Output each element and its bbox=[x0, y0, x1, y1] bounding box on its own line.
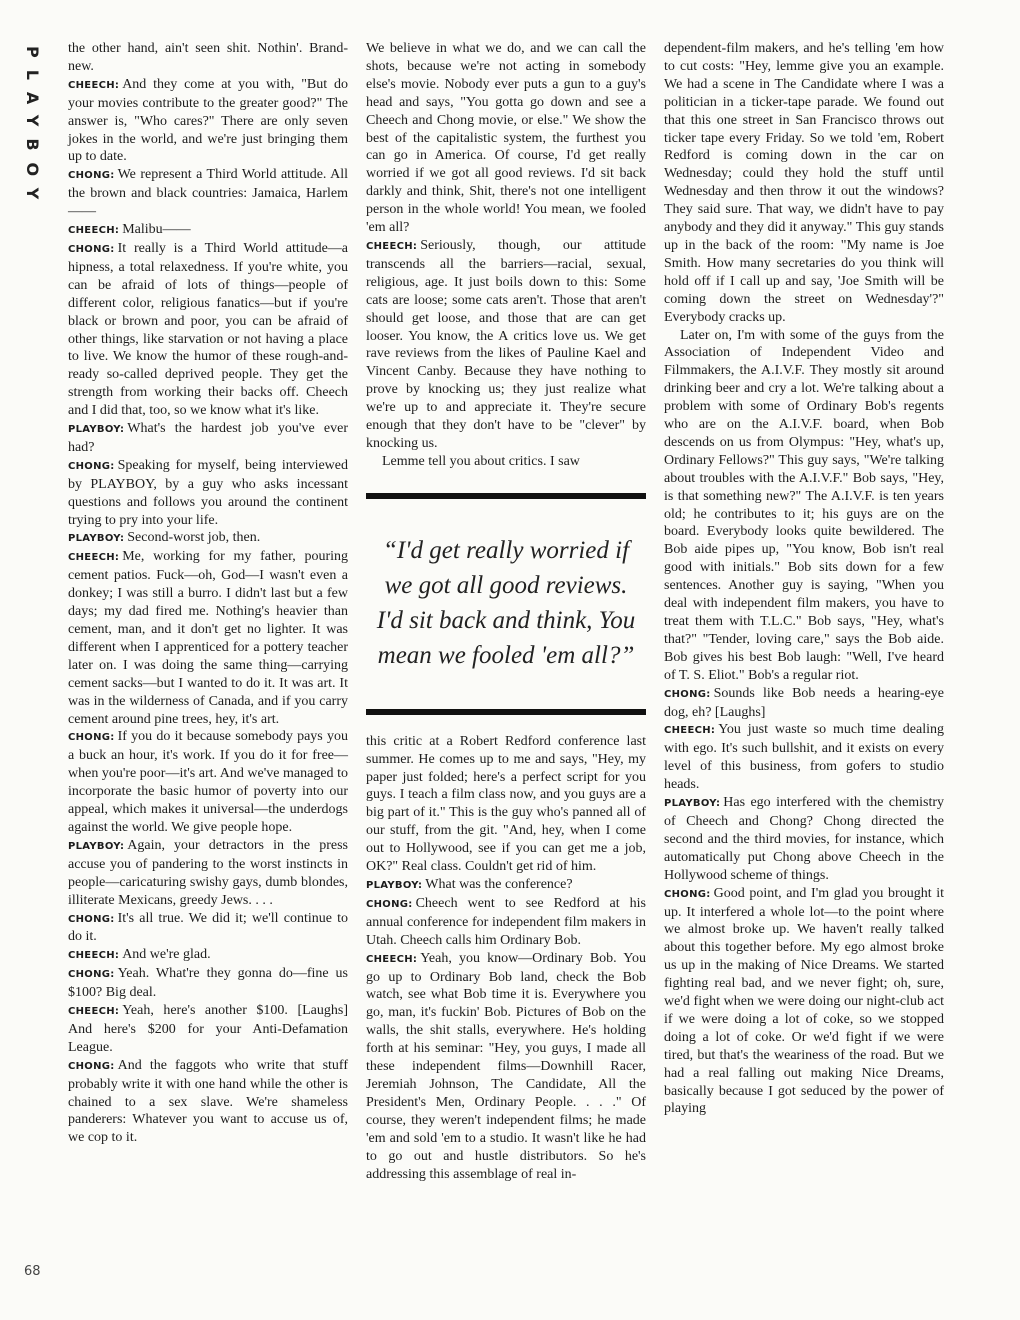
paragraph-text: What was the conference? bbox=[425, 877, 573, 892]
paragraph bbox=[366, 876, 646, 895]
paragraph bbox=[664, 685, 944, 722]
speaker-label: CHONG: bbox=[664, 688, 711, 700]
paragraph-text: Yeah, here's another $100. [Laughs] And here's $200 for your Anti-Defamation League. bbox=[68, 1003, 348, 1055]
speaker-label: CHONG: bbox=[68, 913, 115, 925]
paragraph-text: It really is a Third World attitude—a hipness, a total relaxedness. If you're white, you can be afraid of lots of things—people of different color, religious fanatics—but if you're black or brown and poor, you can be afraid of other things, like starvation or not having a place to live. We know the humor of these rough-and-ready so-called deprived people. They get the strength from working their backs off. Cheech and I did that, too, so we know what it's like. bbox=[68, 240, 348, 419]
paragraph-text: Sounds like Bob needs a hearing-eye dog, eh? [Laughs] bbox=[664, 685, 944, 720]
speaker-label: CHEECH: bbox=[366, 240, 418, 252]
paragraph bbox=[68, 728, 348, 836]
paragraph-text: And the faggots who write that stuff probably write it with one hand while the other is chained to a sex slave. We're shameless panderers: Whatever you want to accuse us of, we cop to it. bbox=[68, 1057, 348, 1146]
paragraph-text: Malibu—— bbox=[122, 222, 191, 238]
paragraph bbox=[68, 548, 348, 728]
speaker-label: PLAYBOY: bbox=[68, 424, 125, 436]
pull-quote bbox=[366, 493, 646, 715]
paragraph bbox=[68, 529, 348, 548]
speaker-label: CHEECH: bbox=[664, 725, 716, 737]
paragraph bbox=[664, 327, 944, 685]
paragraph-text: What's the hardest job you've ever had? bbox=[68, 421, 348, 455]
paragraph-text: Yeah, you know—Ordinary Bob. You go up to Ordinary Bob land, check the Bob watch, see what Bob time it is. Everywhere you go, man, it's fuckin' Bob. Pictures of Bob on the walls, the shit stalls, everywhere. He's holding forth at his seminar: "Hey, you guys, I made all these independent films—Downhill Racer, Jeremiah Johnson, The Candidate, All the President's Men, Ordinary People. . . ." Of course, they weren't independent films; he made 'em and sold 'em to a studio. It wasn't like he had to go out and hustle distributors. So he's addressing this assemblage of real in- bbox=[366, 950, 646, 1182]
paragraph bbox=[664, 40, 944, 327]
speaker-label: PLAYBOY: bbox=[68, 840, 125, 852]
paragraph bbox=[68, 1057, 348, 1148]
paragraph bbox=[68, 1002, 348, 1057]
paragraph-text: Later on, I'm with some of the guys from the Association of Independent Video and Filmmakers, the A.I.V.F. They mostly sit around drinking beer and cry a lot. We're talking about a problem with some of Ordinary Bob's regents who are on the A.I.V.F. board, when Bob descends on us from Olympus: "Hey, what's up, Ordinary Fellows?" This guy says, "We're talking about troubles with the A.I.V.F." Bob says, "Hey, is that something new?" The A.I.V.F. is ten years old; he contributes to it; his guys are on the board. Everybody looks quite bewildered. The Bob aide pipes up, "You know, Bob isn't real good with initials." Bob sits down for a few sentences. Another guy is saying, "When you deal with independent film makers, you have to treat them with T.L.C." Bob says, "Hey, what's that?" "Tender, loving care," says the Bob aide. Bob gives his best Bob laugh: "Well, I've heard of T. S. Eliot." Bob's a regular riot. bbox=[664, 327, 944, 683]
speaker-label: CHEECH: bbox=[68, 225, 120, 237]
paragraph-text: Good point, and I'm glad you brought it up. It interfered a whole lot—to the point where we almost broke up. We haven't really talked about this together before. My ego almost broke us up in the making of Nice Dreams. We started fighting real bad, and we never fight; oh, sure, we'd fight when we were doing our night-club act if we were doing a lot of coke, so we stopped doing a lot of coke. Or we'd fight if we were tired, but that's the weariness of the road. But we had a real falling out making Nice Dreams, basically because I got seduced by the power of playing bbox=[664, 885, 944, 1117]
paragraph-text: this critic at a Robert Redford conference last summer. He comes up to me and says, "Hey, my paper just folded; here's a perfect script for you guys. I teach a film class now, and you guys are a big part of it." This is the guy who's panned all of our stuff, from the git. "And, hey, when I come out to Hollywood, see if you can get me a job, OK?" Real class. Couldn't get rid of him. bbox=[366, 733, 646, 875]
paragraph bbox=[68, 166, 348, 221]
paragraph-text: Has ego interfered with the chemistry of Cheech and Chong? Chong directed the second and the third movies, for instance, which automatically put Chong above Cheech in the Hollywood scheme of things. bbox=[664, 795, 944, 883]
paragraph bbox=[366, 733, 646, 876]
speaker-label: PLAYBOY: bbox=[664, 798, 721, 810]
paragraph bbox=[366, 453, 646, 471]
paragraph bbox=[664, 794, 944, 885]
speaker-label: CHONG: bbox=[366, 898, 413, 910]
speaker-label: CHEECH: bbox=[68, 552, 120, 564]
paragraph bbox=[68, 965, 348, 1002]
masthead-text: PLAYBOY bbox=[23, 46, 42, 212]
speaker-label: CHONG: bbox=[68, 1060, 115, 1072]
paragraph-text: dependent-film makers, and he's telling 'em how to cut costs: "Hey, lemme give you an example. We had a scene in The Candidate where I was a politician in a ticker-tape parade. We found out that this one street in San Francisco throws out ticker tape every Friday. So we told 'em, Robert Redford is coming down in the car on Wednesday; could they hold the stuff until Wednesday and then throw it out the windows? They said sure. That way, we didn't have to pay anybody and they did it anyway." This guy stands up in the back of the room: "My name is Joe Smith. How many secretaries do you think will hold off if I call up and say, 'Joe Smith will be coming down the street on Wednesday'?" Everybody cracks up. bbox=[664, 41, 944, 325]
paragraph bbox=[366, 237, 646, 453]
paragraph-text: We believe in what we do, and we can call the shots, because we're not acting in somebody else's movie. Nobody ever puts a gun to a guy's head and says, "You gotta go down and see a Cheech and Chong movie, or else." We show the best of the capitalistic system, the furthest you can go in America. Of course, I'd get really worried if we got all good reviews. I'd sit back darkly and think, Shit, there's not one intelligent person in the whole world! You mean, we fooled 'em all? bbox=[366, 41, 646, 236]
column-2 bbox=[366, 40, 646, 1183]
paragraph-text: Second-worst job, then. bbox=[127, 530, 261, 546]
paragraph bbox=[366, 40, 646, 237]
speaker-label: CHEECH: bbox=[68, 79, 120, 91]
paragraph-text: It's all true. We did it; we'll continue to do it. bbox=[68, 910, 348, 945]
speaker-label: CHONG: bbox=[664, 888, 711, 900]
speaker-label: CHONG: bbox=[68, 969, 115, 981]
paragraph-text: Yeah. What're they gonna do—fine us $100? Big deal. bbox=[68, 966, 348, 1001]
paragraph bbox=[664, 885, 944, 1119]
paragraph-text: We represent a Third World attitude. All the brown and black countries: Jamaica, Harlem—— bbox=[68, 167, 348, 220]
speaker-label: CHONG: bbox=[68, 732, 115, 744]
column-3 bbox=[664, 40, 944, 1118]
column-1 bbox=[68, 40, 348, 1147]
paragraph-text: Speaking for myself, being interviewed by PLAYBOY, by a guy who asks incessant questions and follows you around the continent trying to pry into your life. bbox=[68, 457, 348, 528]
paragraph bbox=[68, 420, 348, 457]
column-2-top bbox=[366, 40, 646, 471]
paragraph bbox=[68, 910, 348, 947]
paragraph bbox=[68, 76, 348, 167]
paragraph bbox=[68, 240, 348, 420]
paragraph-text: Again, your detractors in the press accuse you of pandering to the worst instincts in people—caricaturing swishy gays, dumb blondes, illiterate Mexicans, greedy Jews. . . . bbox=[68, 837, 348, 908]
speaker-label: CHONG: bbox=[68, 170, 115, 182]
paragraph bbox=[68, 221, 348, 240]
paragraph bbox=[68, 946, 348, 965]
speaker-label: PLAYBOY: bbox=[68, 533, 125, 545]
paragraph bbox=[68, 837, 348, 910]
speaker-label: CHEECH: bbox=[366, 953, 418, 965]
speaker-label: CHEECH: bbox=[68, 950, 120, 962]
paragraph-text: And they come at you with, "But do your movies contribute to the greater good?" The answer is, "Who cares?" There are only seven jokes in the world, and we're just bringing them up to date. bbox=[68, 76, 348, 165]
speaker-label: PLAYBOY: bbox=[366, 880, 423, 891]
paragraph bbox=[68, 457, 348, 530]
paragraph-text: And we're glad. bbox=[122, 947, 211, 963]
paragraph-text: Seriously, though, our attitude transcends all the barriers—racial, sexual, religious, age. It just boils down to this: Some cats are loose; some cats aren't. Those that aren't should get loose, and those that are can get looser. You know, the A critics love us. We get rave reviews from the likes of Pauline Kael and Vincent Canby. Because they have nothing to prove by knocking us; they just realize what we're up to and appreciate it. They're secure enough that they don't have to be "clever" by knocking us. bbox=[366, 237, 646, 451]
pull-quote-text: “I'd get really worried if we got all good reviews. I'd sit back and think, You mean we fooled 'em all?” bbox=[376, 536, 636, 669]
column-2-bottom bbox=[366, 733, 646, 1184]
paragraph bbox=[68, 40, 348, 76]
paragraph-text: Lemme tell you about critics. I saw bbox=[382, 453, 580, 469]
speaker-label: CHONG: bbox=[68, 243, 115, 255]
masthead-vertical bbox=[14, 48, 52, 288]
speaker-label: CHEECH: bbox=[68, 1006, 120, 1018]
paragraph-text: Cheech went to see Redford at his annual conference for independent film makers in Utah. Cheech calls him Ordinary Bob. bbox=[366, 895, 646, 948]
paragraph bbox=[366, 950, 646, 1184]
paragraph-text: You just waste so much time dealing with ego. It's such bullshit, and it exists on every level of this business, from gofers to studio heads. bbox=[664, 722, 944, 793]
paragraph bbox=[366, 895, 646, 950]
paragraph-text: If you do it because somebody pays you a buck an hour, it's work. If you do it for free—when you're poor—it's art. And we've managed to incorporate the basic humor of poverty into our appeal, which makes it universal—the underdogs against the world. We give people hope. bbox=[68, 729, 348, 835]
page-number: 68 bbox=[24, 1264, 41, 1279]
paragraph-text: Me, working for my father, pouring cement patios. Fuck—oh, God—I wasn't even a donkey; I was still a burro. I didn't last but a few days; my dad fired me. Nothing's heavier than cement, man, and it don't get no lighter. It was different when I apprenticed for a pottery teacher later on. I was doing the same thing—carrying cement sacks—but I wanted to do it. It was art. It was in the wilderness of Canada, and if you carry cement around pine trees, hey, it's art. bbox=[68, 549, 348, 727]
speaker-label: CHONG: bbox=[68, 460, 115, 472]
paragraph-text: the other hand, ain't seen shit. Nothin'. Brand-new. bbox=[68, 41, 348, 74]
paragraph bbox=[664, 721, 944, 794]
